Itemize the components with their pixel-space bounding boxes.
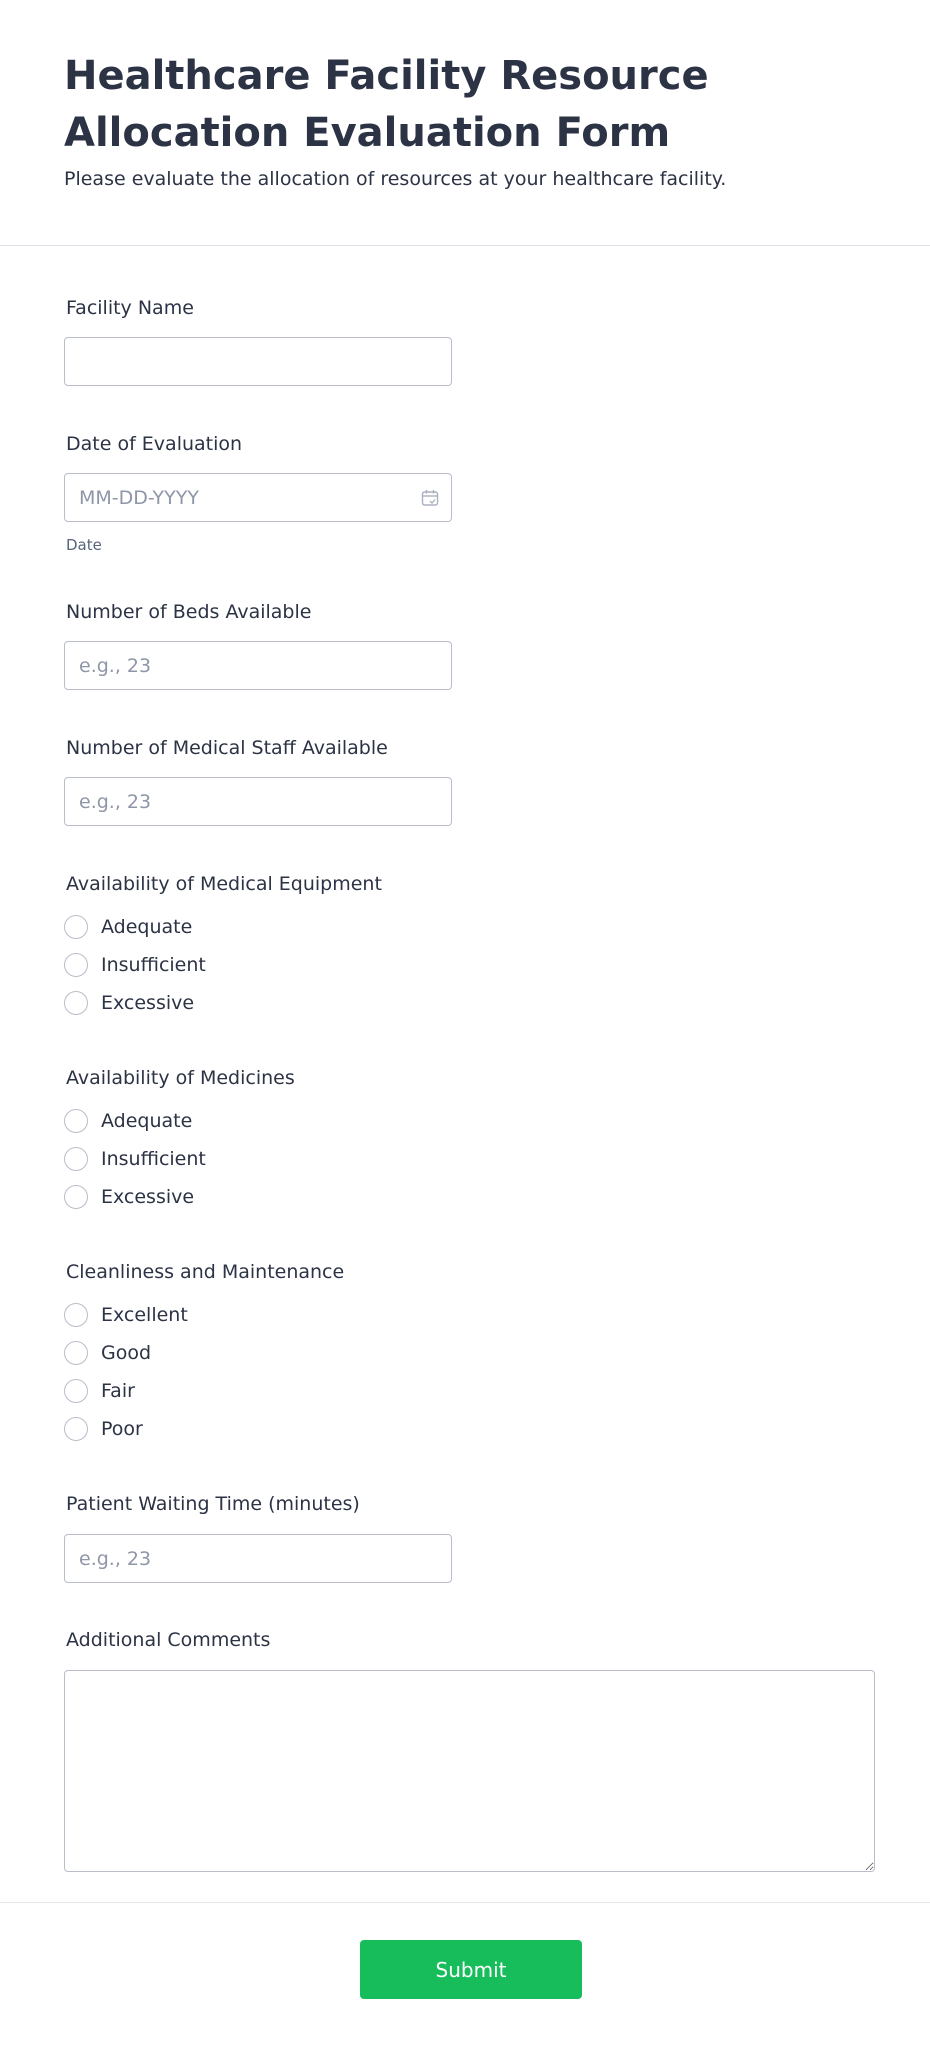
cleanliness-option-poor[interactable] xyxy=(64,1416,143,1442)
form-title: Healthcare Facility Resource Allocation Evaluation Form xyxy=(64,53,709,156)
radio-button[interactable] xyxy=(64,991,88,1015)
radio-button[interactable] xyxy=(64,1185,88,1209)
radio-label: Excessive xyxy=(101,1186,195,1208)
radio-button[interactable] xyxy=(64,953,88,977)
beds-available-label: Number of Beds Available xyxy=(66,601,312,623)
footer-divider xyxy=(0,1902,930,1903)
submit-button[interactable]: Submit xyxy=(360,1940,582,1999)
radio-label: Excellent xyxy=(101,1304,188,1326)
evaluation-date-input[interactable] xyxy=(64,473,452,522)
cleanliness-option-fair[interactable] xyxy=(64,1378,135,1404)
medicines-label: Availability of Medicines xyxy=(66,1067,295,1089)
radio-button[interactable] xyxy=(64,1303,88,1327)
form-header xyxy=(0,0,930,246)
equipment-label: Availability of Medical Equipment xyxy=(66,873,382,895)
equipment-option-insufficient[interactable] xyxy=(64,952,206,978)
facility-name-label: Facility Name xyxy=(66,297,194,319)
equipment-option-adequate[interactable] xyxy=(64,914,192,940)
medical-staff-input[interactable] xyxy=(64,777,452,826)
radio-button[interactable] xyxy=(64,915,88,939)
waiting-time-input[interactable] xyxy=(64,1534,452,1583)
beds-available-input[interactable] xyxy=(64,641,452,690)
medicines-option-adequate[interactable] xyxy=(64,1108,192,1134)
cleanliness-label: Cleanliness and Maintenance xyxy=(66,1261,345,1283)
evaluation-date-field xyxy=(64,473,452,522)
radio-label: Good xyxy=(101,1342,152,1364)
medical-staff-label: Number of Medical Staff Available xyxy=(66,737,388,759)
radio-button[interactable] xyxy=(64,1341,88,1365)
radio-label: Adequate xyxy=(101,916,193,938)
cleanliness-option-good[interactable] xyxy=(64,1340,151,1366)
facility-name-input[interactable] xyxy=(64,337,452,386)
calendar-icon[interactable] xyxy=(421,489,439,507)
evaluation-date-sublabel: Date xyxy=(66,536,102,554)
waiting-time-label: Patient Waiting Time (minutes) xyxy=(66,1493,360,1515)
radio-label: Insufficient xyxy=(101,1148,206,1170)
radio-label: Adequate xyxy=(101,1110,193,1132)
radio-button[interactable] xyxy=(64,1147,88,1171)
radio-button[interactable] xyxy=(64,1109,88,1133)
radio-button[interactable] xyxy=(64,1379,88,1403)
medicines-option-insufficient[interactable] xyxy=(64,1146,206,1172)
comments-textarea[interactable] xyxy=(64,1670,875,1872)
equipment-option-excessive[interactable] xyxy=(64,990,194,1016)
form-subtitle: Please evaluate the allocation of resources at your healthcare facility. xyxy=(64,168,727,190)
comments-label: Additional Comments xyxy=(66,1629,271,1651)
radio-label: Poor xyxy=(101,1418,143,1440)
radio-button[interactable] xyxy=(64,1417,88,1441)
radio-label: Excessive xyxy=(101,992,195,1014)
cleanliness-option-excellent[interactable] xyxy=(64,1302,188,1328)
medicines-option-excessive[interactable] xyxy=(64,1184,194,1210)
evaluation-date-label: Date of Evaluation xyxy=(66,433,243,455)
radio-label: Fair xyxy=(101,1380,135,1402)
radio-label: Insufficient xyxy=(101,954,206,976)
